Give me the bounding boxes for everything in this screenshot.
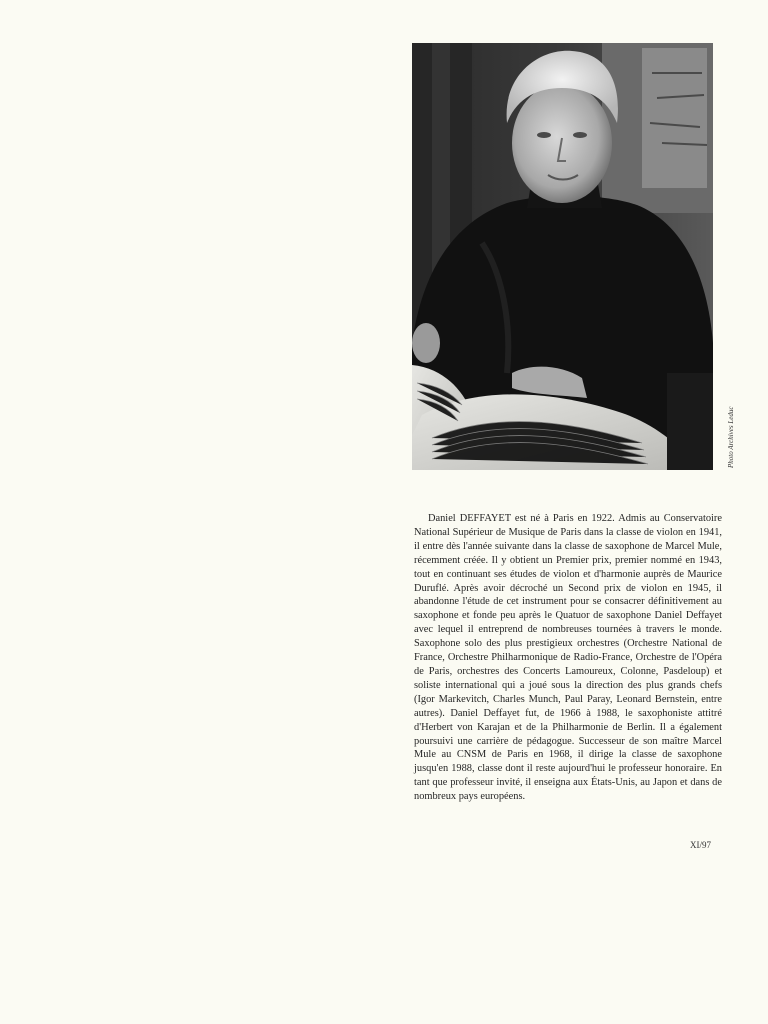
page-folio: XI/97: [690, 840, 711, 850]
biography-paragraph: Daniel DEFFAYET est né à Paris en 1922. Admis au Conservatoire National Supérieur de Musique de Paris dans la classe de violon en 1941, il entre dès l'année suivante dans la classe de saxophone de Marcel Mule, récemment créée. Il y obtient un Premier prix, premier nommé en 1943, tout en continuant ses études de violon et d'harmonie auprès de Maurice Duruflé. Après avoir décroché un Second prix de violon en 1945, il abandonne l'étude de cet instrument pour se consacrer définitivement au saxophone et fonde peu après le Quatuor de saxophone Daniel Deffayet avec lequel il entreprend de nombreuses tournées à travers le monde. Saxophone solo des plus prestigieux orchestres (Orchestre National de France, Orchestre Philharmonique de Radio-France, Orchestre de l'Opéra de Paris, orchestres des Concerts Lamoureux, Colonne, Pasdeloup) et soliste international qui a joué sous la direction des plus grands chefs (Igor Markevitch, Charles Munch, Paul Paray, Leonard Bernstein, entre autres). Daniel Deffayet fut, de 1966 à 1988, le saxophoniste attitré d'Herbert von Karajan et de la Philharmonie de Berlin. Il a également poursuivi une carrière de pédagogue. Successeur de son maître Marcel Mule au CNSM de Paris en 1968, il dirige la classe de saxophone jusqu'en 1988, classe dont il reste aujourd'hui le professeur honoraire. En tant que professeur invité, il enseigna aux États-Unis, au Japon et dans de nombreux pays européens.: [414, 513, 722, 803]
photo-credit: Photo Archives Leduc: [727, 406, 735, 468]
portrait-photo: [412, 43, 713, 470]
